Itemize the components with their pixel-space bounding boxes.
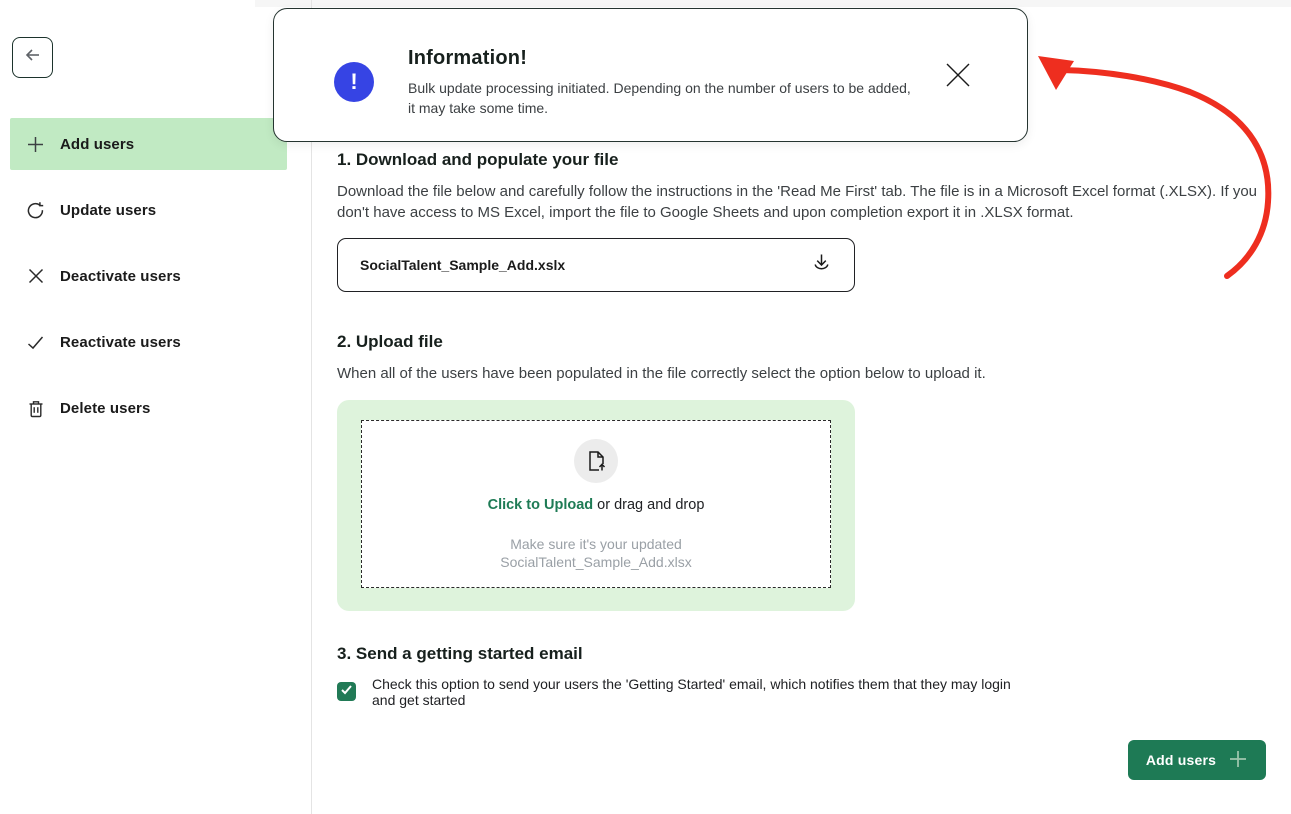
step3-heading: 3. Send a getting started email [337, 644, 583, 663]
sidebar-item-label: Deactivate users [60, 267, 181, 285]
sidebar-item-deactivate-users[interactable] [10, 250, 287, 302]
check-icon [26, 333, 45, 352]
sidebar-item-update-users[interactable] [10, 184, 287, 236]
drag-drop-text: or drag and drop [593, 497, 705, 513]
upload-panel [337, 400, 855, 611]
sidebar-item-delete-users[interactable] [10, 382, 287, 434]
close-button[interactable] [942, 61, 974, 93]
toast-title: Information! [408, 47, 528, 69]
information-toast [273, 8, 1028, 142]
arrow-left-icon [23, 45, 43, 70]
content-top-edge [255, 0, 1291, 7]
checkmark-icon [340, 683, 353, 701]
step2-description: When all of the users have been populated in the file correctly select the option below to upload it. [337, 365, 986, 382]
step1-heading: 1. Download and populate your file [337, 150, 619, 169]
plus-icon [26, 135, 45, 154]
upload-hint-line2: SocialTalent_Sample_Add.xlsx [500, 554, 692, 570]
download-icon[interactable] [811, 252, 832, 278]
upload-hint-line1: Make sure it's your updated [510, 536, 682, 552]
sidebar-item-label: Delete users [60, 399, 151, 417]
upload-instruction [488, 497, 705, 513]
trash-icon [26, 399, 45, 418]
click-to-upload-link[interactable]: Click to Upload [487, 497, 594, 513]
sidebar-menu [10, 118, 287, 448]
add-users-button[interactable] [1128, 740, 1266, 780]
upload-hint [500, 535, 691, 571]
sample-file-download[interactable] [337, 238, 855, 292]
sample-file-name: SocialTalent_Sample_Add.xslx [360, 257, 566, 273]
sidebar-item-label: Add users [60, 135, 135, 153]
step2-heading: 2. Upload file [337, 332, 443, 351]
x-icon [26, 267, 45, 286]
file-dropzone[interactable] [361, 420, 831, 588]
toast-text [408, 47, 918, 118]
sidebar-item-label: Update users [60, 201, 157, 219]
close-icon [944, 61, 972, 94]
send-email-label: Check this option to send your users the 'Getting Started' email, which notifies them that they may login and get started [372, 676, 1011, 708]
add-users-button-label: Add users [1145, 752, 1217, 768]
plus-icon [1228, 749, 1248, 772]
send-email-checkbox[interactable] [337, 682, 356, 701]
file-upload-icon [574, 439, 618, 483]
info-icon [334, 62, 374, 102]
sidebar-item-add-users[interactable] [10, 118, 287, 170]
back-button[interactable] [12, 37, 53, 78]
info-glyph: ! [350, 69, 358, 94]
sidebar-item-reactivate-users[interactable] [10, 316, 287, 368]
toast-message: Bulk update processing initiated. Depending on the number of users to be added, it may take some time. [408, 80, 911, 116]
sidebar-item-label: Reactivate users [60, 333, 181, 351]
refresh-icon [26, 201, 45, 220]
step1-description: Download the file below and carefully follow the instructions in the 'Read Me First' tab. The file is in a Microsoft Excel format (.XLSX). If you don't have access to MS Excel, import the file to Google Sheets and upon completion export it in .XLSX format. [337, 183, 1258, 221]
